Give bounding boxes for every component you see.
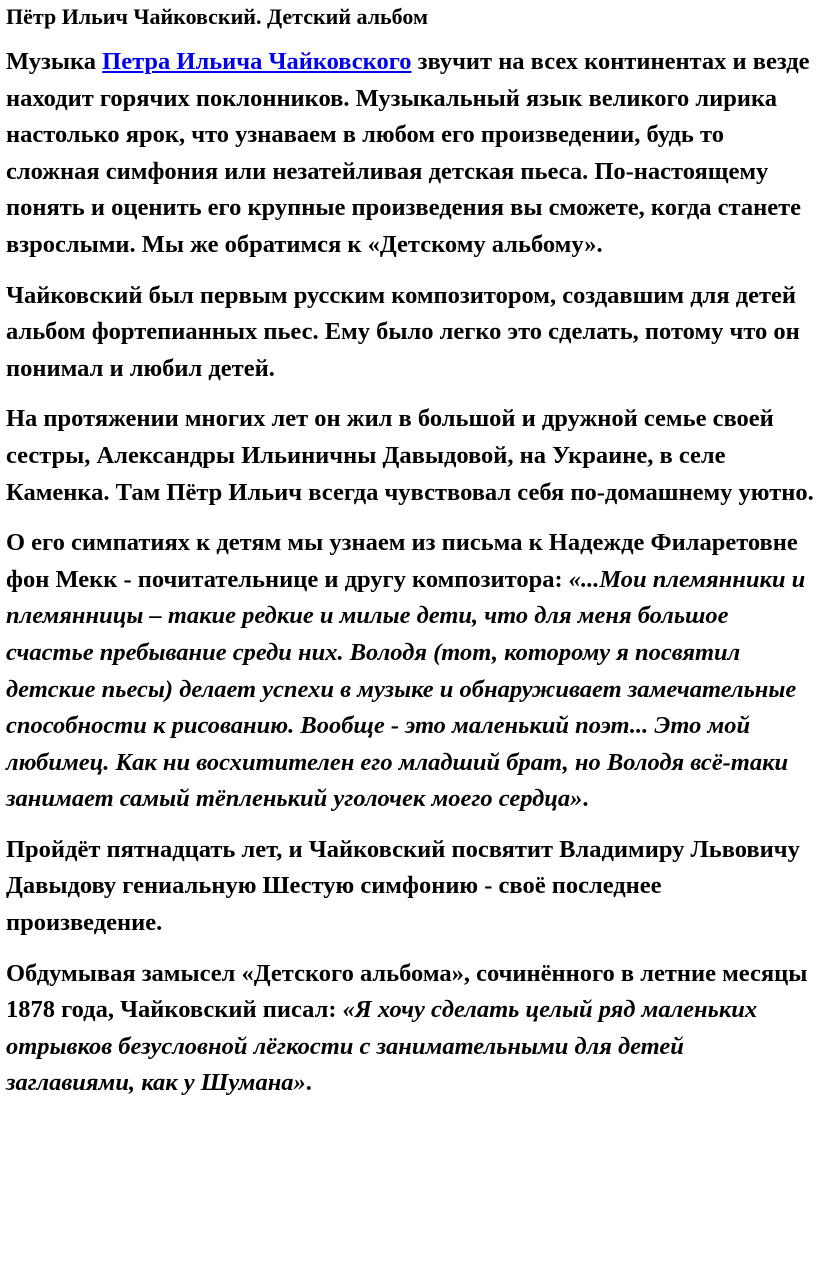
composer-link[interactable]: Петра Ильича Чайковского <box>102 48 412 75</box>
paragraph-4 <box>6 525 814 818</box>
paragraph-4-end: . <box>582 785 589 813</box>
composer-quote: «Я хочу сделать целый ряд маленьких отрывков безусловной лёгкости с занимательными для детей заглавиями, как у Шумана» <box>6 996 758 1097</box>
paragraph-5: Пройдёт пятнадцать лет, и Чайковский посвятит Владимиру Львовичу Давыдову гениальную Шестую симфонию - своё последнее произведение. <box>6 835 800 937</box>
paragraph-6-end: . <box>305 1069 312 1097</box>
paragraph-1-lead: Музыка <box>6 48 103 75</box>
paragraph-2: Чайковский был первым русским композитором, создавшим для детей альбом фортепианных пьес. Ему было легко это сделать, потому что он понимал и любил детей. <box>6 281 800 382</box>
paragraph-6-intro: Обдумывая замысел «Детского альбома», сочинённого в летние месяцы 1878 года, Чайковский писал: <box>6 959 808 1024</box>
document-title: Пётр Ильич Чайковский. Детский альбом <box>6 4 428 29</box>
paragraph-3: На протяжении многих лет он жил в большой и дружной семье своей сестры, Александры Ильиничны Давыдовой, на Украине, в селе Каменка. Там Пётр Ильич всегда чувствовал себя по-домашнему уютно. <box>6 405 814 506</box>
letter-quote: «...Мои племянники и племянницы – такие редкие и милые дети, что для меня большое счастье пребывание среди них. Володя (тот, которому я посвятил детские пьесы) делает успехи в музыке и обнаруживает замечательные способности к рисованию. Вообще - это маленький поэт... Это мой любимец. Как ни восхитителен его младший брат, но Володя всё-таки занимает самый тёпленький уголочек моего сердца» <box>6 565 806 813</box>
paragraph-1-rest: звучит на всех континентах и везде находит горячих поклонников. Музыкальный язык великого лирика настолько ярок, что узнаваем в любом его произведении, будь то сложная симфония или незатейливая детская пьеса. По-настоящему понять и оценить его крупные произведения вы сможете, когда станете взрослыми. Мы же обратимся к «Детскому альбому». <box>6 48 810 258</box>
paragraph-6 <box>6 956 814 1102</box>
paragraph-1 <box>6 44 814 264</box>
paragraph-4-intro: О его симпатиях к детям мы узнаем из письма к Надежде Филаретовне фон Мекк - почитательнице и другу композитора: <box>6 529 798 593</box>
